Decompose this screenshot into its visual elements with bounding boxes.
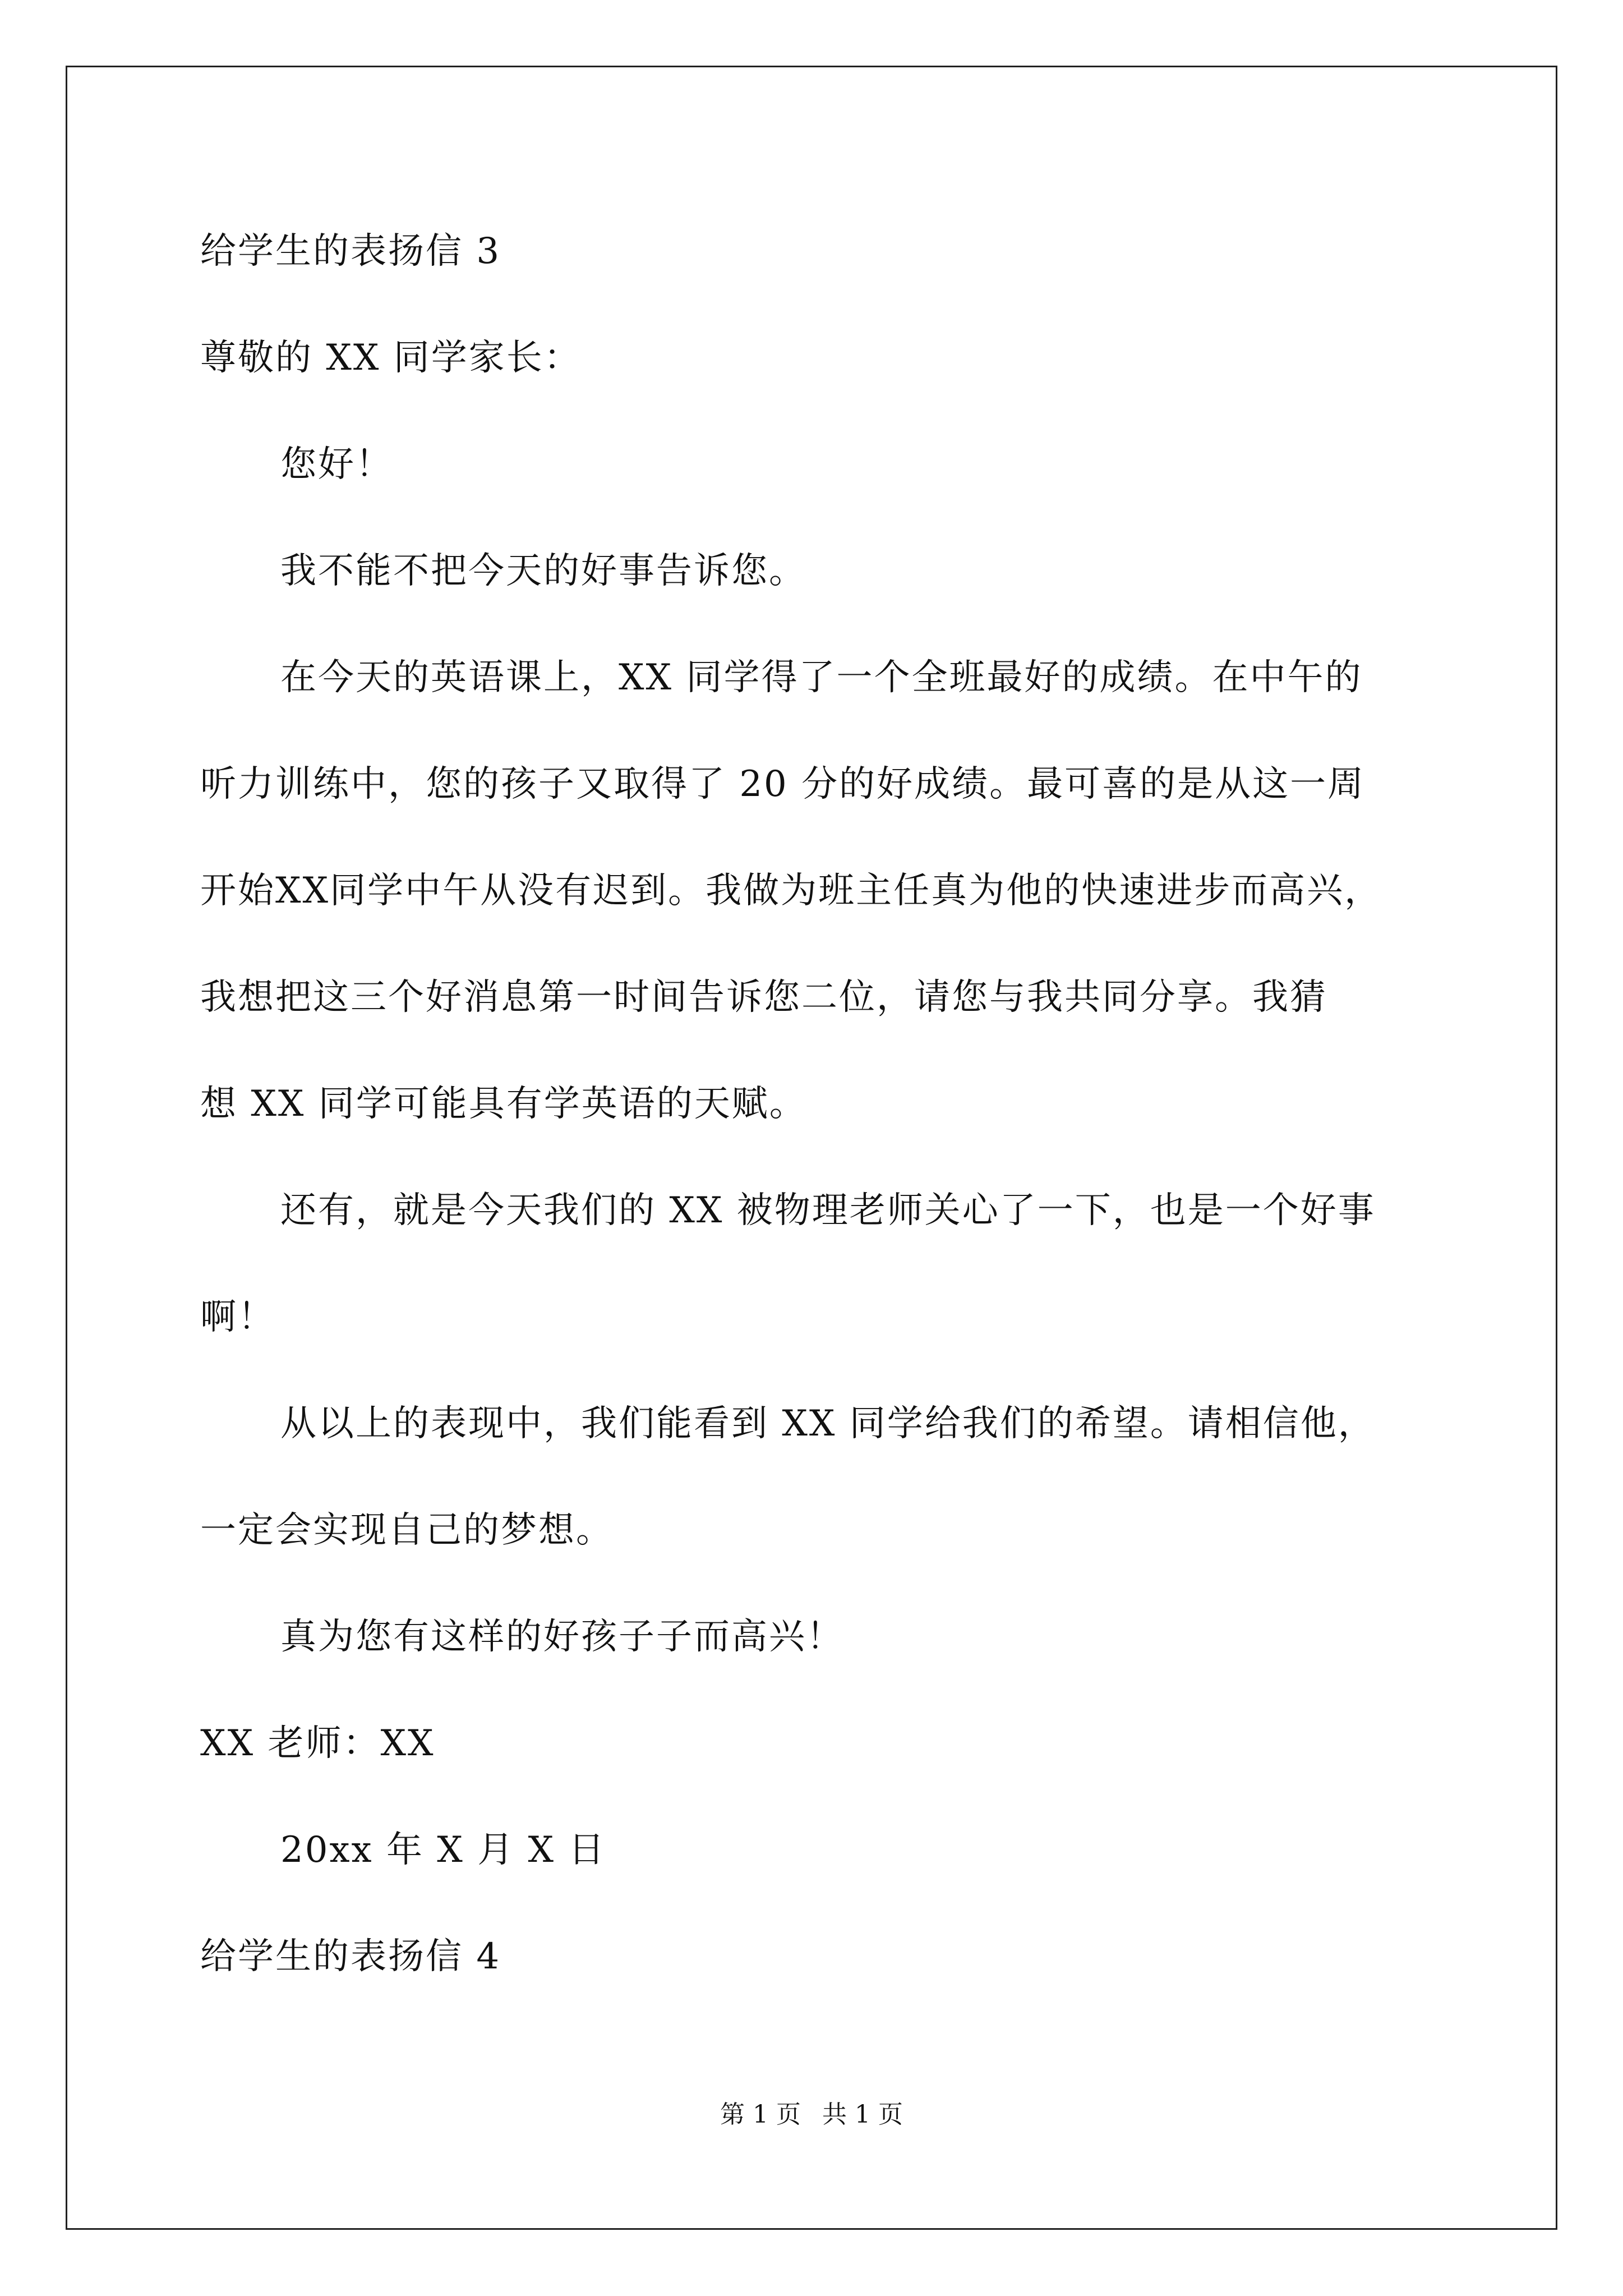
paragraph-line: 真为您有这样的好孩子子而高兴！	[280, 1616, 844, 1658]
salutation: 尊敬的 XX 同学家长：	[200, 337, 582, 379]
letter-title: 给学生的表扬信 3	[200, 231, 501, 272]
paragraph-line: 啊！	[200, 1296, 275, 1338]
page-number: 第 1 页	[720, 2100, 801, 2129]
paragraph-line: 听力训练中，您的孩子又取得了 20 分的好成绩。最可喜的是从这一周	[200, 763, 1366, 805]
paragraph-line: 开始XX同学中午从没有迟到。我做为班主任真为他的快速进步而高兴，	[200, 870, 1382, 912]
paragraph-line: 还有，就是今天我们的 XX 被物理老师关心了一下，也是一个好事	[280, 1190, 1376, 1231]
page-total: 共 1 页	[822, 2100, 903, 2129]
greeting: 您好！	[280, 444, 393, 485]
paragraph-line: 想 XX 同学可能具有学英语的天赋。	[200, 1083, 807, 1125]
signature: XX 老师：XX	[200, 1723, 435, 1764]
page-border	[66, 66, 1557, 2230]
paragraph-line: 在今天的英语课上，XX 同学得了一个全班最好的成绩。在中午的	[280, 657, 1363, 698]
paragraph-line: 从以上的表现中，我们能看到 XX 同学给我们的希望。请相信他，	[280, 1403, 1376, 1444]
next-letter-title: 给学生的表扬信 4	[200, 1936, 501, 1977]
paragraph-line: 我想把这三个好消息第一时间告诉您二位，请您与我共同分享。我猜	[200, 977, 1327, 1018]
paragraph-line: 我不能不把今天的好事告诉您。	[280, 550, 806, 592]
date: 20xx 年 X 月 X 日	[280, 1829, 606, 1871]
page-footer	[0, 2098, 1623, 2132]
paragraph-line: 一定会实现自己的梦想。	[200, 1510, 614, 1551]
